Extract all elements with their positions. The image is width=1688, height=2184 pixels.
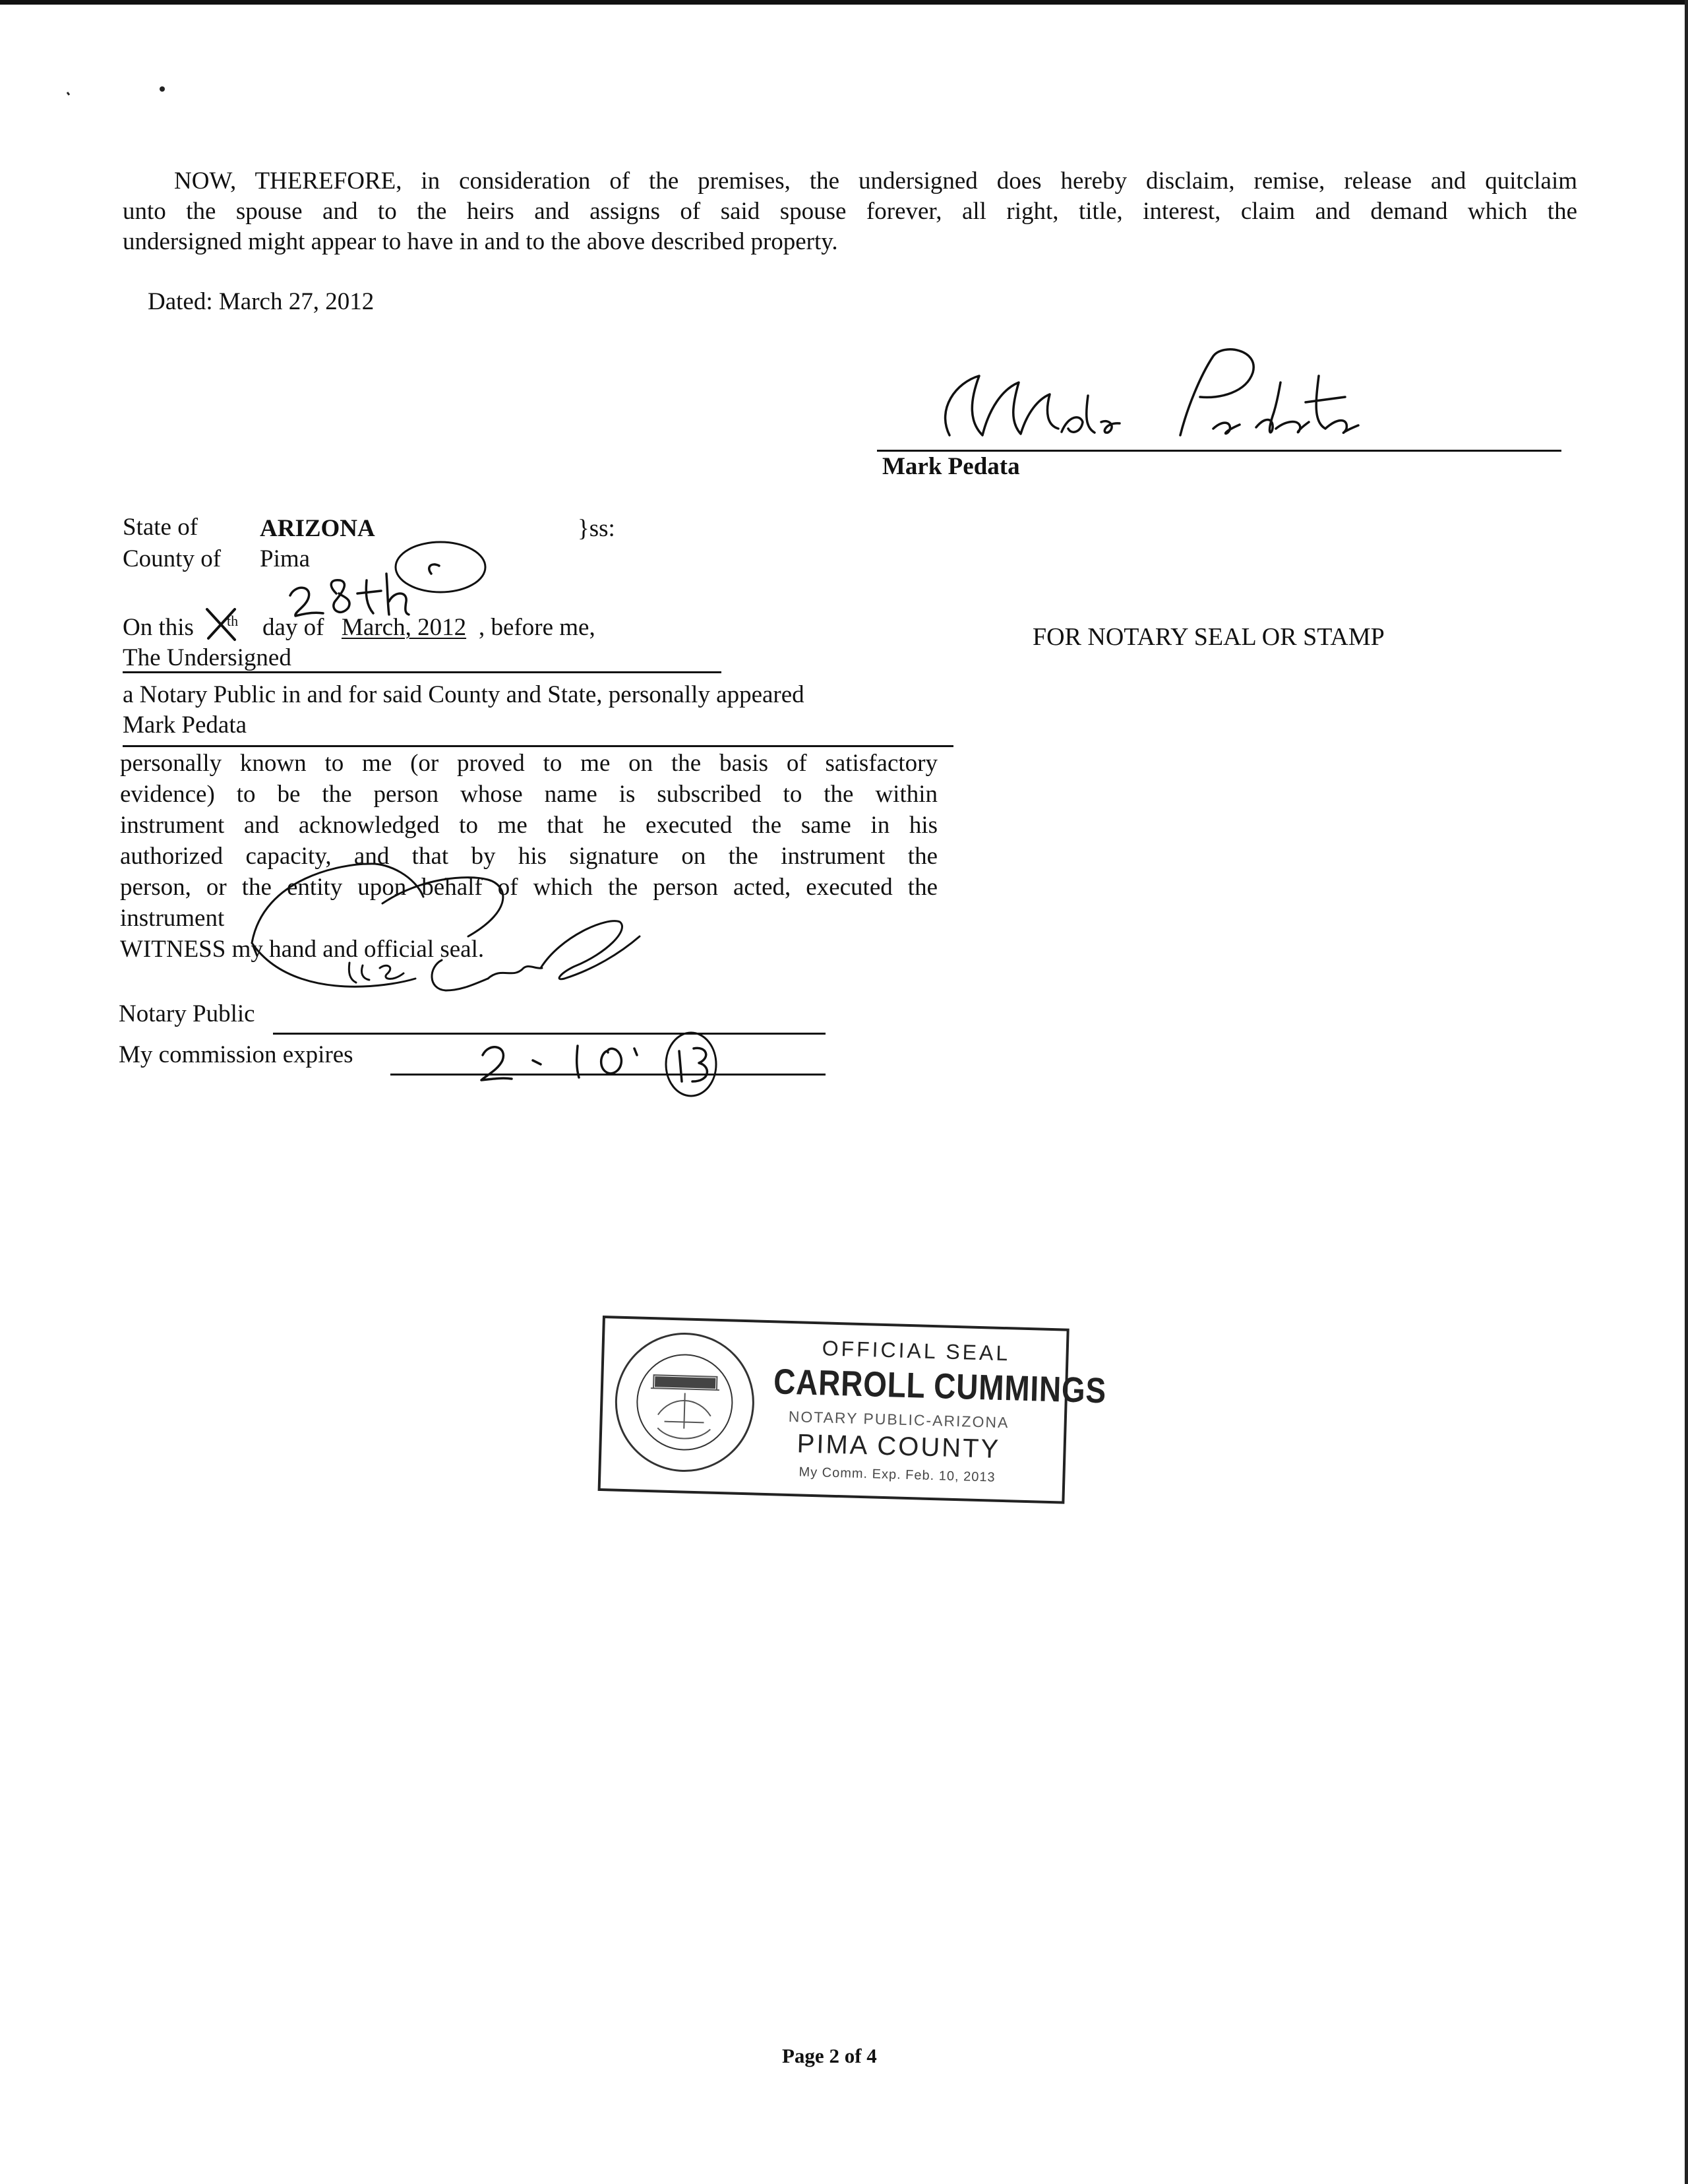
notary-public-label: Notary Public: [119, 1000, 255, 1027]
notary-seal-area-label: FOR NOTARY SEAL OR STAMP: [1033, 623, 1385, 651]
grantor-printed-name: Mark Pedata: [882, 453, 1020, 480]
undersigned-line: [123, 671, 721, 673]
undersigned-value: The Undersigned: [123, 644, 291, 671]
paragraph-line: unto the spouse and to the heirs and assigns of said spouse forever, all right, title, interest, claim and demand which the: [123, 198, 1577, 225]
grantor-signature: [870, 336, 1372, 462]
county-value: Pima: [260, 545, 311, 572]
witness-line: WITNESS my hand and official seal.: [120, 936, 485, 963]
notary-signature: [251, 837, 659, 1035]
commission-expires-label: My commission expires: [119, 1041, 353, 1068]
stamp-commission-expiry: My Comm. Exp. Feb. 10, 2013: [799, 1465, 996, 1485]
state-value: ARIZONA: [260, 515, 375, 542]
dated-line: Dated: March 27, 2012: [148, 288, 375, 315]
stamp-county: PIMA COUNTY: [797, 1429, 1001, 1464]
day-of-label: day of: [262, 614, 324, 641]
ack-line: personally known to me (or proved to me on the basis of satisfactory: [120, 750, 938, 777]
scan-specks: [0, 0, 264, 132]
before-me-label: , before me,: [479, 614, 595, 641]
notary-stamp: [596, 1309, 1107, 1507]
signature-line: [877, 450, 1561, 452]
stamp-official-seal: OFFICIAL SEAL: [822, 1336, 1011, 1366]
quitclaim-paragraph: [123, 166, 1577, 257]
page-number: Page 2 of 4: [782, 2044, 877, 2067]
ack-line: evidence) to be the person whose name is subscribed to the within: [120, 781, 938, 808]
notary-statement-line: a Notary Public in and for said County and State, personally appeared: [123, 681, 804, 708]
ack-line: person, or the entity upon behalf of which the person acted, executed the: [120, 874, 938, 901]
scan-edge-right: [1685, 0, 1688, 2184]
paragraph-line: NOW, THEREFORE, in consideration of the premises, the undersigned does hereby disclaim, remise, release and quitclaim: [174, 167, 1577, 195]
ack-line: instrument and acknowledged to me that he executed the same in his: [120, 812, 938, 839]
state-label: State of: [123, 514, 198, 541]
stamp-notary-public: NOTARY PUBLIC-ARIZONA: [788, 1407, 1010, 1432]
on-this-label: On this: [123, 614, 194, 641]
state-seal-emblem: [610, 1327, 759, 1476]
struck-day-mark: [202, 604, 248, 644]
notary-stamp-box: [598, 1316, 1107, 1504]
ss-bracket: }ss:: [578, 515, 615, 542]
appeared-name-value: Mark Pedata: [123, 712, 247, 739]
ack-line: authorized capacity, and that by his signature on the instrument the: [120, 843, 938, 870]
county-label: County of: [123, 545, 222, 572]
month-year-value: March, 2012: [342, 614, 467, 641]
ordinal-suffix: th: [227, 613, 239, 629]
appeared-name-line: [123, 745, 953, 747]
commission-date-handwritten: [469, 1029, 733, 1101]
stamp-notary-name: CARROLL CUMMINGS: [773, 1362, 1107, 1411]
ack-line: instrument: [120, 905, 225, 932]
paragraph-line: undersigned might appear to have in and to the above described property.: [123, 228, 838, 255]
